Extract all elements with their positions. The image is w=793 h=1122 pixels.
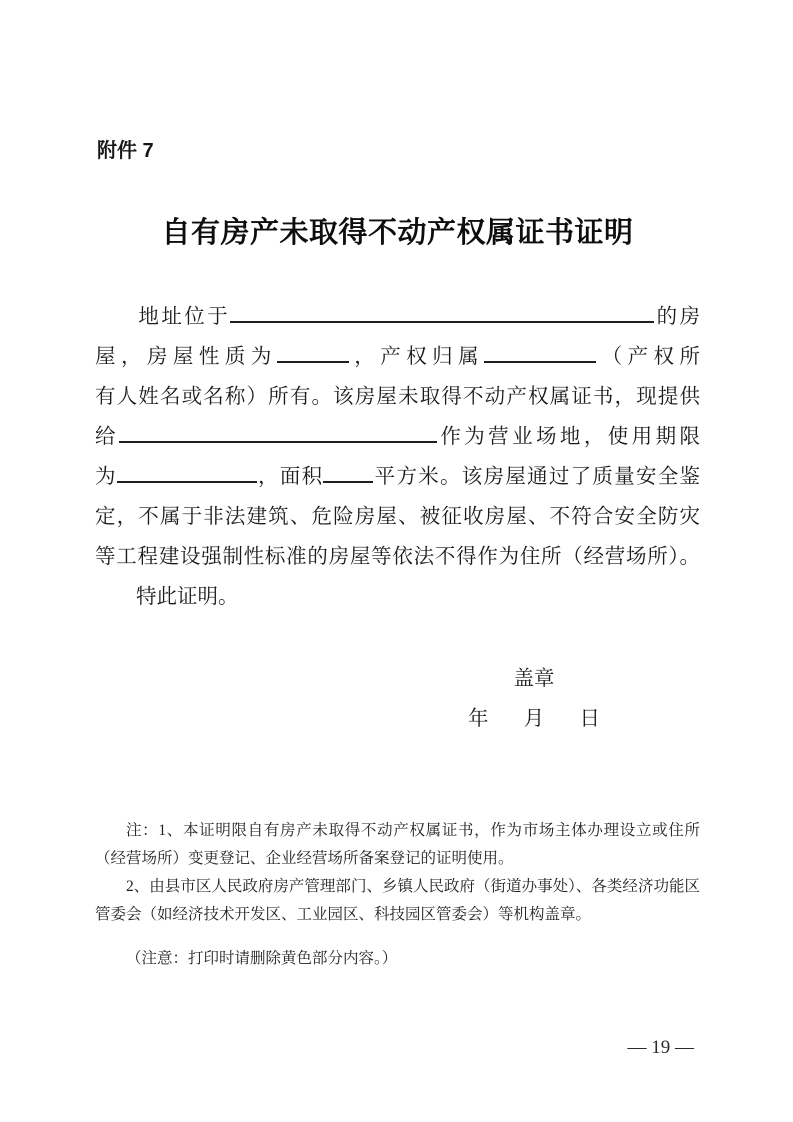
page-footer [95, 1035, 700, 1061]
line1-text-post: 的房 [654, 306, 701, 328]
line4-text-b: 作为营业场地，使用期限 [436, 426, 701, 448]
notes-section [95, 817, 700, 929]
line6-text: 定，不属于非法建筑、危险房屋、被征收房屋、不符合安全防灾 [95, 506, 700, 528]
document-title: 自有房产未取得不动产权属证书证明 [161, 217, 634, 249]
body-line-2 [95, 337, 700, 377]
blank-property-nature [277, 359, 349, 363]
blank-address [230, 319, 654, 323]
line1-text-pre: 地址位于 [136, 306, 231, 328]
line5-text-c: 平方米。该房屋通过了质量安全鉴 [373, 466, 701, 488]
body-line-6 [95, 497, 700, 537]
line5-text-b: ，面积 [256, 466, 324, 488]
blank-usage-period [117, 479, 257, 483]
body-line-8 [95, 577, 700, 617]
stamp-label: 盖章 [513, 668, 555, 690]
body-line-4 [95, 417, 700, 457]
signature-block [95, 659, 700, 739]
body-line-1 [95, 297, 700, 337]
line2-text-b: ，产权归属 [348, 346, 485, 368]
attachment-label: 附件 7 [97, 140, 154, 162]
date-day-label: 日 [579, 708, 600, 730]
note-2: 2、由县市区人民政府房产管理部门、乡镇人民政府（街道办事处）、各类经济功能区管委会（如经济技术开发区、工业园区、科技园区管委会）等机构盖章。 [95, 878, 700, 923]
body-line-5 [95, 457, 700, 497]
page-number: — 19 — [627, 1037, 694, 1058]
blank-provided-to [119, 439, 437, 443]
date-year-label: 年 [468, 708, 489, 730]
body-line-7 [95, 537, 700, 577]
line2-text-c: （产权所 [596, 346, 701, 368]
note-1: 注：1、本证明限自有房产未取得不动产权属证书，作为市场主体办理设立或住所（经营场所）变更登记、企业经营场所备案登记的证明使用。 [95, 822, 700, 867]
line2-text-a: 屋，房屋性质为 [95, 346, 277, 368]
line5-text-a: 为 [95, 466, 117, 488]
date-month-label: 月 [523, 708, 545, 730]
blank-area [323, 479, 373, 483]
line3-text: 有人姓名或名称）所有。该房屋未取得不动产权属证书，现提供 [95, 386, 700, 408]
print-note: （注意：打印时请删除黄色部分内容。） [126, 950, 398, 967]
closing-text: 特此证明。 [136, 586, 239, 608]
blank-ownership [484, 359, 596, 363]
document-body [95, 297, 700, 617]
line7-text: 等工程建设强制性标准的房屋等依法不得作为住所（经营场所）。 [95, 546, 700, 568]
date-line [468, 699, 600, 739]
line4-text-a: 给 [95, 426, 119, 448]
body-line-3 [95, 377, 700, 417]
document-content [0, 139, 793, 1061]
